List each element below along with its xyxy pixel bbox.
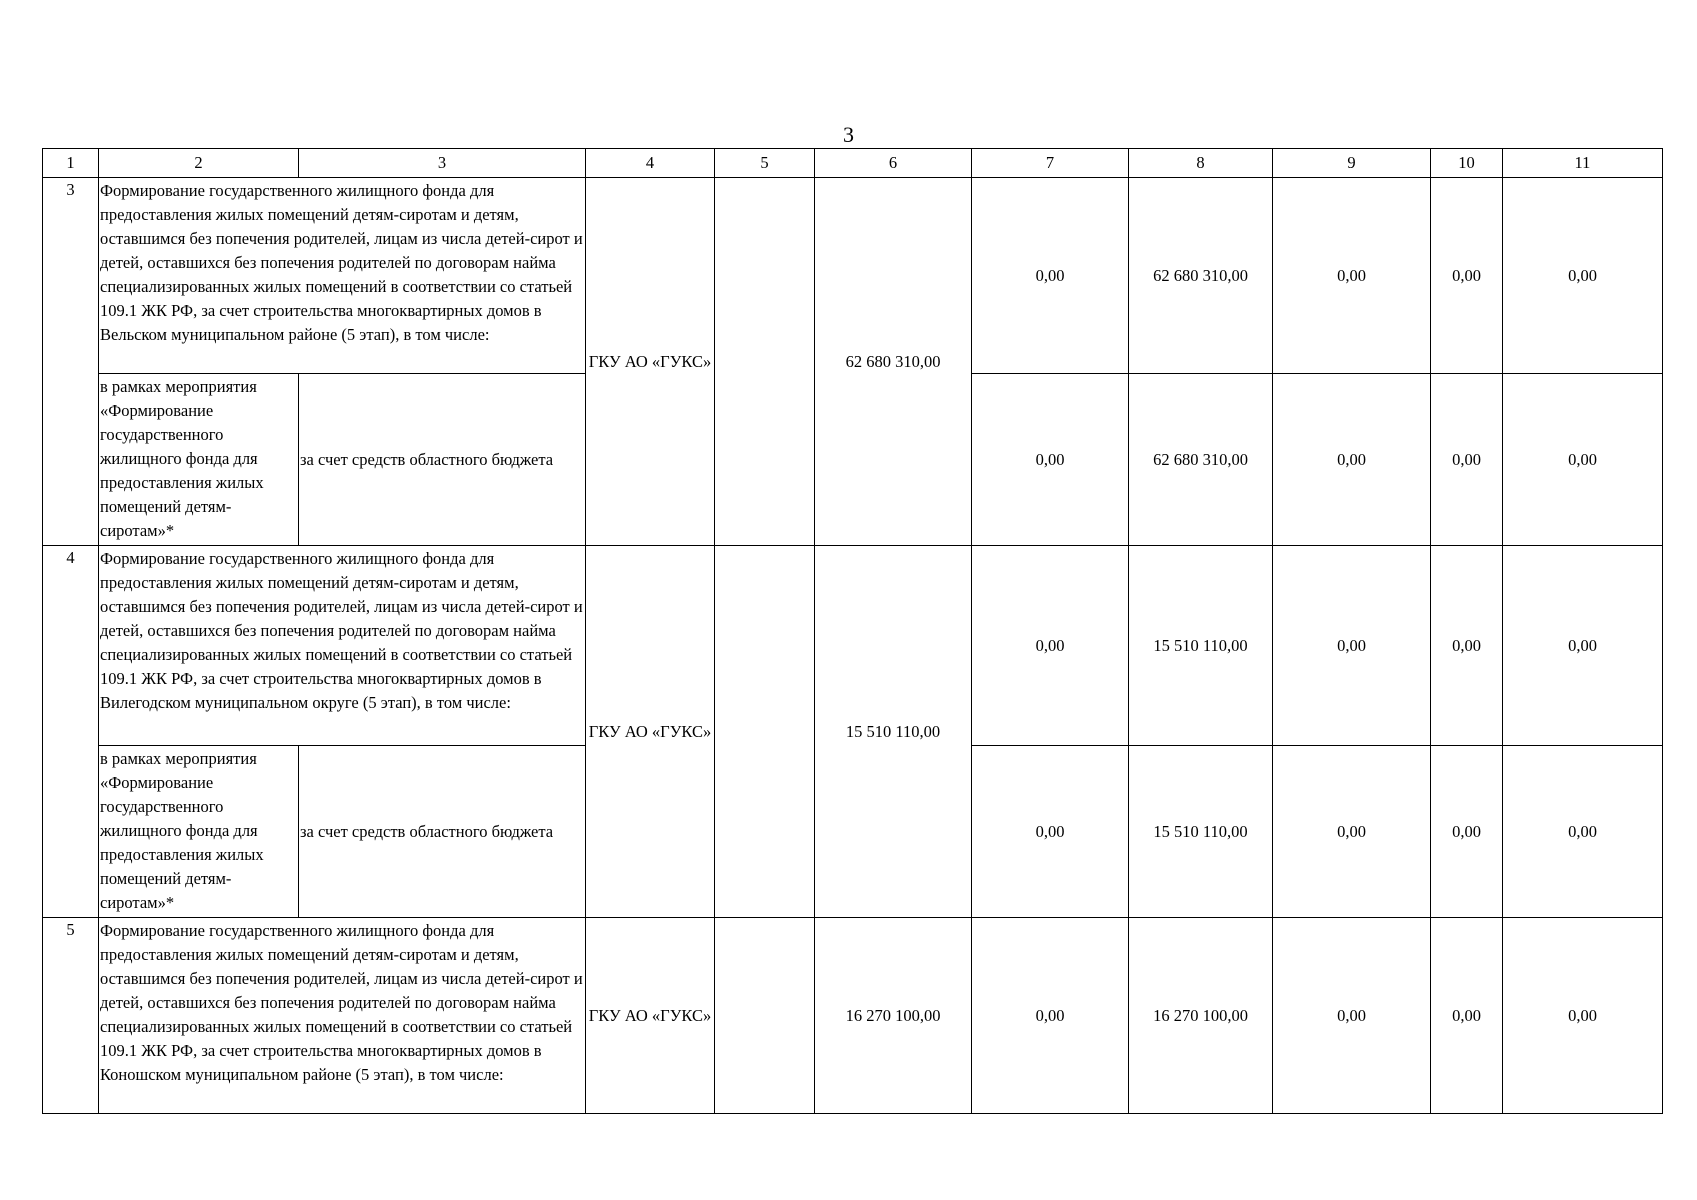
executor: ГКУ АО «ГУКС» xyxy=(586,546,715,918)
sub-activity: в рамках мероприятия «Формирование государственного жилищного фонда для предоставления жилых помещений детям-сиротам»* xyxy=(99,374,299,546)
row-number: 4 xyxy=(43,546,99,918)
value-cell: 0,00 xyxy=(1503,178,1663,374)
cell-col5 xyxy=(715,546,815,918)
column-header: 10 xyxy=(1431,149,1503,178)
column-header: 1 xyxy=(43,149,99,178)
total-amount: 62 680 310,00 xyxy=(815,178,972,546)
page-number: 3 xyxy=(843,122,854,147)
value-cell: 0,00 xyxy=(1503,746,1663,918)
value-cell: 0,00 xyxy=(972,374,1129,546)
table-row xyxy=(43,918,1663,1114)
value-cell: 0,00 xyxy=(1273,746,1431,918)
column-header: 4 xyxy=(586,149,715,178)
column-header: 7 xyxy=(972,149,1129,178)
table-row xyxy=(43,546,1663,746)
program-table xyxy=(42,148,1663,1114)
column-header: 9 xyxy=(1273,149,1431,178)
cell-col5 xyxy=(715,918,815,1114)
value-cell: 0,00 xyxy=(1431,918,1503,1114)
activity-title: Формирование государственного жилищного фонда для предоставления жилых помещений детям-сиротам и детям, оставшимся без попечения родителей, лицам из числа детей-сирот и детей, оставшихся без попечения родителей по договорам найма специализированных жилых помещений в соответствии со статьей 109.1 ЖК РФ, за счет строительства многоквартирных домов в Вилегодском муниципальном округе (5 этап), в том числе: xyxy=(99,546,586,746)
value-cell: 0,00 xyxy=(1503,374,1663,546)
column-header: 3 xyxy=(299,149,586,178)
value-cell: 15 510 110,00 xyxy=(1129,746,1273,918)
activity-title: Формирование государственного жилищного фонда для предоставления жилых помещений детям-сиротам и детям, оставшимся без попечения родителей, лицам из числа детей-сирот и детей, оставшихся без попечения родителей по договорам найма специализированных жилых помещений в соответствии со статьей 109.1 ЖК РФ, за счет строительства многоквартирных домов в Вельском муниципальном районе (5 этап), в том числе: xyxy=(99,178,586,374)
value-cell: 0,00 xyxy=(972,178,1129,374)
value-cell: 0,00 xyxy=(1431,746,1503,918)
funding-source: за счет средств областного бюджета xyxy=(299,374,586,546)
column-number-row xyxy=(43,149,1663,178)
sub-activity: в рамках мероприятия «Формирование государственного жилищного фонда для предоставления жилых помещений детям-сиротам»* xyxy=(99,746,299,918)
column-header: 11 xyxy=(1503,149,1663,178)
table-row xyxy=(43,178,1663,374)
value-cell: 16 270 100,00 xyxy=(1129,918,1273,1114)
value-cell: 0,00 xyxy=(1273,374,1431,546)
column-header: 6 xyxy=(815,149,972,178)
total-amount: 15 510 110,00 xyxy=(815,546,972,918)
activity-title: Формирование государственного жилищного фонда для предоставления жилых помещений детям-сиротам и детям, оставшимся без попечения родителей, лицам из числа детей-сирот и детей, оставшихся без попечения родителей по договорам найма специализированных жилых помещений в соответствии со статьей 109.1 ЖК РФ, за счет строительства многоквартирных домов в Коношском муниципальном районе (5 этап), в том числе: xyxy=(99,918,586,1114)
value-cell: 0,00 xyxy=(972,918,1129,1114)
cell-col5 xyxy=(715,178,815,546)
value-cell: 0,00 xyxy=(1273,178,1431,374)
value-cell: 0,00 xyxy=(972,746,1129,918)
value-cell: 62 680 310,00 xyxy=(1129,178,1273,374)
column-header: 8 xyxy=(1129,149,1273,178)
value-cell: 0,00 xyxy=(972,546,1129,746)
executor: ГКУ АО «ГУКС» xyxy=(586,918,715,1114)
value-cell: 0,00 xyxy=(1273,546,1431,746)
executor: ГКУ АО «ГУКС» xyxy=(586,178,715,546)
value-cell: 0,00 xyxy=(1431,374,1503,546)
column-header: 5 xyxy=(715,149,815,178)
row-number: 5 xyxy=(43,918,99,1114)
value-cell: 0,00 xyxy=(1431,178,1503,374)
row-number: 3 xyxy=(43,178,99,546)
value-cell: 62 680 310,00 xyxy=(1129,374,1273,546)
column-header: 2 xyxy=(99,149,299,178)
funding-source: за счет средств областного бюджета xyxy=(299,746,586,918)
value-cell: 15 510 110,00 xyxy=(1129,546,1273,746)
value-cell: 0,00 xyxy=(1273,918,1431,1114)
total-amount: 16 270 100,00 xyxy=(815,918,972,1114)
value-cell: 0,00 xyxy=(1503,546,1663,746)
value-cell: 0,00 xyxy=(1431,546,1503,746)
value-cell: 0,00 xyxy=(1503,918,1663,1114)
